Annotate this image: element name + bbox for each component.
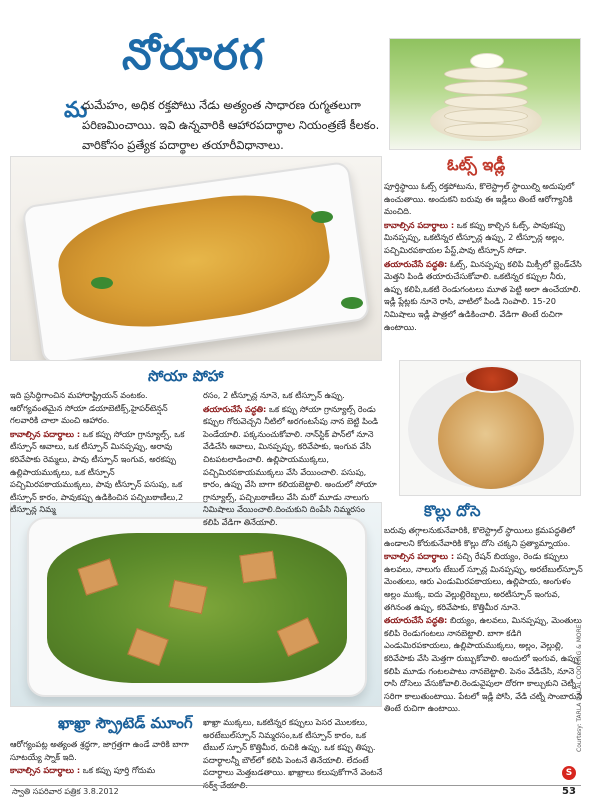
photo-courtesy: Courtesy: TARLA DALAL COOKING & MORE: [576, 624, 583, 752]
oats-idli-method: ఓట్స్, మినప్పప్పు కలిపి మిక్సీలో బ్లెండ్‌చేసి మెత్తని పిండి తయారుచేసుకోవాలి. ఒకటిన్నర కప్పుల నీరు, ఉప్పు కలిపి,ఒకటి రెండుగంటలు మూత పెట్టి అలా ఉంచేయాలి. ఇడ్లీ ప్లేట్లకు నూనె రాసి, వాటిలో పిండి నింపాలి. 15-20 నిమిషాలు ఇడ్లీ పాత్రలో ఉడికించాలి. వేడిగా తింటే రుచిగా ఉంటాయి.: [384, 258, 582, 332]
leaf-shape: [341, 297, 363, 309]
swathi-logo-icon: S: [562, 766, 576, 780]
ingredients-label: కావాల్సిన పదార్థాలు :: [384, 219, 455, 230]
soya-poha-photo: [10, 156, 382, 361]
intro-dropcap: మ: [64, 98, 88, 123]
ingredients-label: కావాల్సిన పదార్థాలు :: [10, 428, 81, 439]
soya-poha-method-block: [203, 403, 383, 529]
dosa-shape: [438, 389, 544, 489]
page-title: నోరూరగ: [122, 30, 265, 79]
kollu-dosa-photo: [399, 360, 581, 496]
soya-poha-method: ఒక కప్పు సోయా గ్రాన్యూల్స్ రెండు కప్పుల గోరువెచ్చని నీటిలో అరగంటసేపు నాన బెట్టి పిండి పెండేయాలి. పక్కనుంచుకోవాలి. నాన్‌స్టిక్ పాన్‌లో నూనె వేడిచేసి ఆవాలు, మినప్పప్పు, కరివేపాకు, ఇంగువ వేసి చిటపటలాడించాలి. ఉల్లిపాయముక్కలు, పచ్చిమిరపకాయముక్కలు వేసి వేయించాలి. పసుపు, కారం, ఉప్పు వేసి బాగా కలియబెట్టాలి. అందులో సోయా గ్రాన్యూల్స్, పచ్చిబఠాణీలు వేసి మరో మూడు నాలుగు నిమిషాలు వేయించాలి.దించుకుని దింపేసి నిమ్మరసం కలిపి వేడిగా తినేయాలి.: [203, 403, 379, 527]
soya-poha-text-left: [10, 389, 192, 517]
kollu-dosa-ingredients-block: [384, 550, 584, 613]
ingredients-label: కావాల్సిన పదార్థాలు :: [384, 551, 455, 562]
soya-poha-text-right: [203, 389, 383, 530]
moong-text-right: [203, 716, 383, 793]
idli-shape: [444, 95, 528, 109]
oats-idli-ingredients: ఒక కప్పు కాల్చిన ఓట్స్, పావుకప్పు మినప్పప్పు, ఒకటిన్నర టీస్పూన్ల ఉప్పు, 2 టీస్పూన్ల అల్లం, పచ్చిమిరపకాయల పేస్ట్,పావు టీస్పూన్ సోడా.: [384, 219, 565, 255]
method-label: తయారుచేసే పద్ధతి:: [203, 403, 267, 414]
khakhra-chip-shape: [239, 551, 277, 583]
moong-ingredients-cont: ఖాఖ్రా ముక్కలు, ఒకటిన్నర కప్పులు పెసర మొలకలు, అరటేబుల్‌స్పూన్ నిమ్మరసం,ఒక టీస్పూన్ కారం, ఒక టేబుల్ స్పూన్ కొత్తిమీర, రుచికి ఉప్పు. ఒక కప్పు తిప్పు. పదార్థాలన్నీ బౌల్‌లో కలిపి పెంటనే తినేయాలి. లేదంటే పదార్థాలు మెత్తబడతాయి. ఖాఖ్రాలు కలుపుకోగానే వెంటనే సర్వ్ చేయాలి.: [203, 717, 383, 790]
moong-text-left: [10, 738, 192, 778]
kollu-dosa-method-block: [384, 614, 584, 715]
moong-heading: ఖాఖ్రా స్ప్రౌటెడ్ మూంగ్: [58, 714, 193, 732]
oats-idli-ingredients-block: [384, 219, 584, 257]
soya-poha-ingredients: ఒక కప్పు సోయా గ్రాన్యూల్స్, ఒక టీస్పూన్ ఆవాలు, ఒక టీస్పూన్ మినప్పప్పు, అరావు కరివేపాకు రెమ్మలు, పావు టీస్పూన్ ఇంగువ, అరకప్పు ఉల్లిపాయముక్కలు, ఒక టీస్పూన్ పచ్చిమిరపకాయముక్కలు, పావు టీస్పూన్ పసుపు, ఒక టీస్పూన్ కారం, పావుకప్పు ఉడికించిన పచ్చిబఠాణీలు,2 టీస్పూన్ల నిమ్మ: [10, 428, 185, 515]
moong-ingredients: ఒక కప్పు పూర్తి గోదుమ: [82, 765, 156, 776]
oats-idli-method-block: [384, 258, 584, 334]
kollu-dosa-text: [384, 524, 584, 716]
soya-poha-ingredients-cont: రసం, 2 టీస్పూన్ల నూనె, ఒక టీస్పూన్ ఉప్పు.: [203, 390, 345, 400]
kollu-dosa-heading: కొల్లు దోసె: [424, 502, 481, 520]
kollu-dosa-ingredients: పచ్చి రేషన్ బియ్యం, రెండు కప్పులు ఉలవలు, నాలుగు టేబుల్ స్పూన్ల మినప్పప్పు, అరటేబుల్‌స్పూన్ మెంతులు, ఆరు ఎండుమిరపకాయలు, ఉల్లిపాయ, అంగుళం అల్లం ముక్క, ఐదు వెల్లుల్లిరెబ్బలు, అరటీస్పూన్ ఇంగువ, తగినంత ఉప్పు, కరివేపాకు, కొత్తిమీర నూనె.: [384, 551, 583, 612]
soya-poha-heading: సోయా పోహా: [148, 367, 224, 385]
idli-shape: [444, 67, 528, 81]
soya-poha-intro: ఇది ప్రసిద్ధిగాంచిన మహారాష్ట్రియన్ వంటకం. ఆరోగ్యవంతమైన సోయా డయాబెటిక్స్,హైపర్‌టెన్షన్ గలవారికి చాలా మంచి ఆహారం.: [10, 390, 168, 426]
method-label: తయారుచేసే పద్ధతి:: [384, 258, 448, 269]
footer-publication: స్వాతి సపరివార పత్రిక 3.8.2012: [12, 787, 119, 796]
method-label: తయారుచేసే పద్ధతి:: [384, 615, 448, 626]
page-number: 53: [562, 786, 576, 797]
oats-idli-photo: [389, 38, 581, 150]
chutney-bowl-shape: [464, 365, 520, 393]
moong-intro: ఆరోగ్యంపట్ల అత్యంత శ్రద్ధగా, జాగ్రత్తగా ఉండే వారికి బాగా సూటయ్యే స్నాక్ ఇది.: [10, 739, 189, 762]
oats-idli-text: [384, 180, 584, 334]
footer-divider: [10, 785, 581, 786]
moong-ingredients-block: [10, 764, 192, 777]
idli-shape: [444, 109, 528, 123]
leaf-shape: [311, 211, 333, 223]
oats-idli-heading: ఓట్స్ ఇడ్లీ: [447, 155, 506, 174]
soya-poha-ingredients-block: [10, 428, 192, 516]
moong-photo: [10, 502, 382, 707]
idli-shape: [444, 81, 528, 95]
ingredients-label: కావాల్సిన పదార్థాలు :: [10, 765, 81, 776]
intro-text: ధుమేహం, అధిక రక్తపోటు నేడు అత్యంత సాధారణ రుగ్మతలుగా పరిణమించాయి. ఇవి ఉన్నవారికి ఆహారపదార్థాల నియంత్రణే కీలకం. వారికోసం ప్రత్యేక పదార్థాల తయారీవిధానాలు.: [82, 98, 380, 152]
chutney-shape: [470, 53, 504, 69]
kollu-dosa-intro: బరువు తగ్గాలనుకునేవారికి, కొలెస్ట్రాల్ స్థాయిలు క్రమపద్ధతిలో ఉండాలని కోరుకునేవారికి కొల్లు దోసె చక్కని ప్రత్యామ్నాయం.: [384, 525, 575, 548]
idli-shape: [444, 123, 528, 137]
leaf-shape: [91, 277, 113, 289]
kollu-dosa-method: బియ్యం, ఉలవలు, మినప్పప్పు, మెంతులు కలిపి రెండుగంటలు నానబెట్టాలి. బాగా కడిగి ఎండుమిరపకాయలు, ఉల్లిపాయముక్కలు, అల్లం, వెల్లుల్లి, కరివేపాకు వేసి మెత్తగా రుబ్బుకోవాలి. అందులో ఇంగువ, ఉప్పు కలిపి మూడు గంటలపాటు నానబెట్టాలి. పెనం వేడిచేసి, నూనె రాసి దోసెలు వేసుకోవాలి.రెండువైపులా దోరగా కాల్చుకుని చెట్నీ సరిగా కాలుతుంటాయి. పేటలో ఇడ్లీ పోసి, వేడి చట్నీ సాంబారుని తింటే రుచిగా ఉంటాయి.: [384, 615, 583, 714]
oats-idli-intro: పూర్తిస్థాయి ఓట్స్ రక్తపోటును, కొలెస్ట్రాల్ స్థాయిల్ని అదుపులో ఉంచుతాయి. అందుకని బరువు ఈ ఇడ్లీలు తింటే ఆరోగ్యానికి మంచిది.: [384, 181, 575, 217]
